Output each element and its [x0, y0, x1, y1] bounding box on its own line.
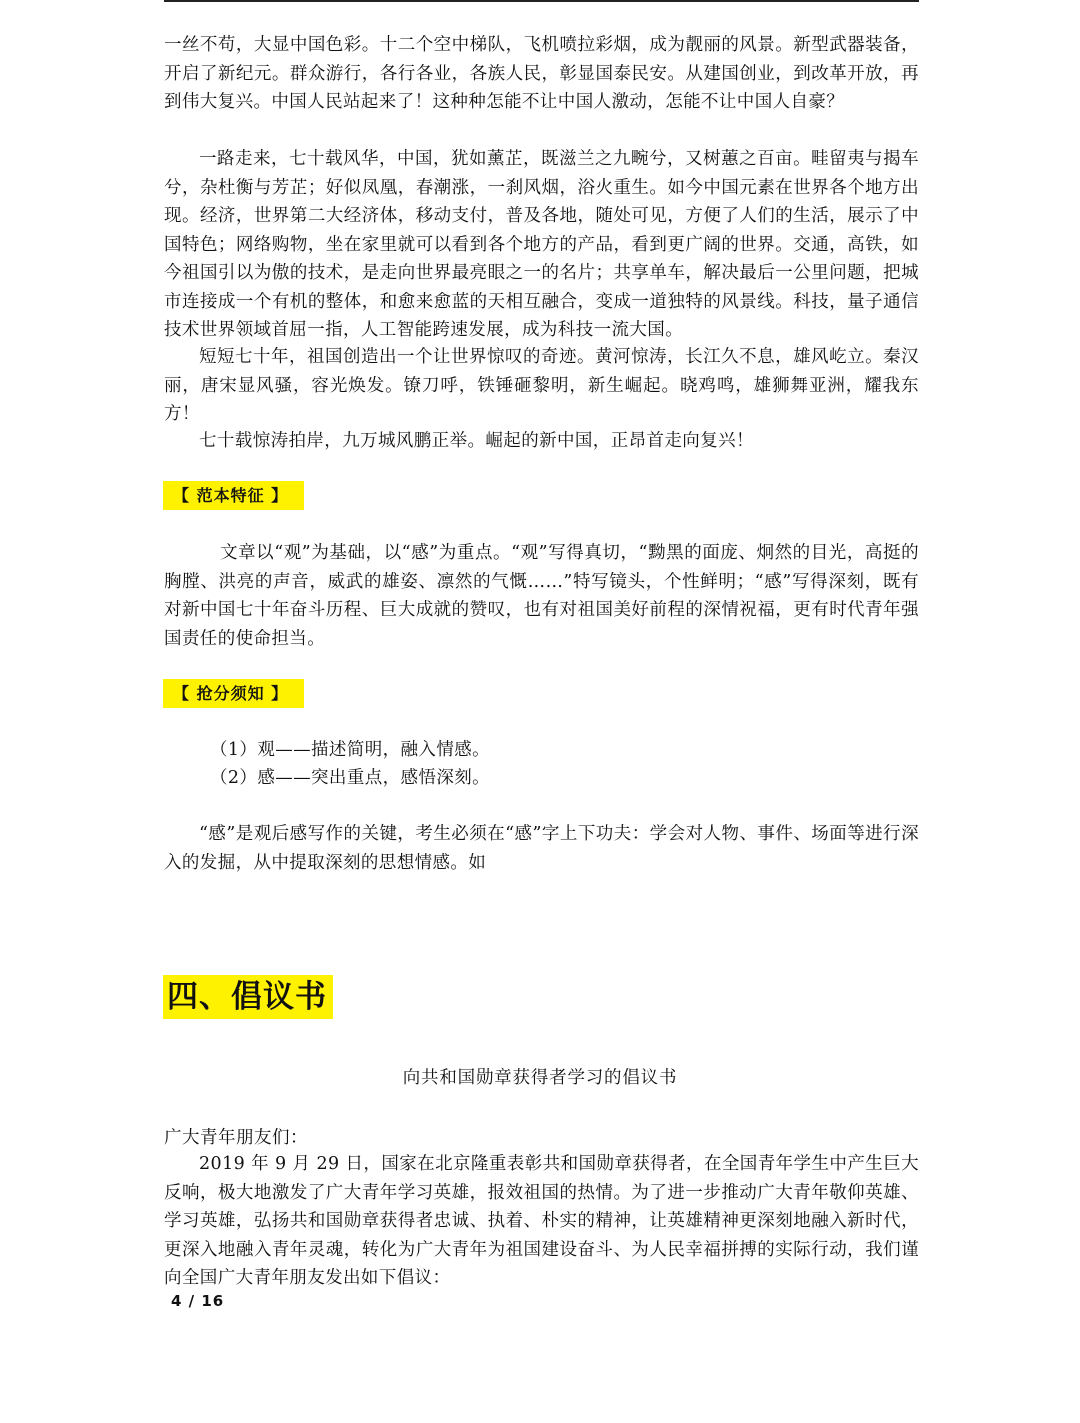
salutation: 广大青年朋友们： [164, 1128, 308, 1148]
document-title: 向共和国勋章获得者学习的倡议书 [402, 1068, 678, 1088]
essay-paragraph-4: 七十载惊涛拍岸，九万城风鹏正举。崛起的新中国，正昂首走向复兴！ [199, 431, 754, 451]
tips-heading: 【 抢分须知 】 [163, 679, 304, 708]
essay-paragraph-3: 短短七十年，祖国创造出一个让世界惊叹的奇迹。黄河惊涛，长江久不息，雄风屹立。秦汉丽，唐宋显风骚，容光焕发。镣刀呼，铁锤砸黎明，新生崛起。晓鸡鸣，雄狮舞亚洲，耀我东方！ [164, 347, 919, 424]
page-number: 4 / 16 [171, 1292, 225, 1310]
tips-note: “感”是观后感写作的关键，考生必须在“感”字上下功夫：学会对人物、事件、场面等进行深入的发掘，从中提取深刻的思想情感。如 [164, 824, 919, 873]
tips-item-1: （1）观——描述简明，融入情感。 [210, 740, 491, 760]
tips-item-2: （2）感——突出重点，感悟深刻。 [210, 768, 491, 788]
essay-paragraph-2: 一路走来，七十载风华，中国，犹如薰芷，既滋兰之九畹兮，又树蕙之百亩。畦留夷与揭车兮，杂杜衡与芳芷；好似凤凰，春潮涨，一刹风烟，浴火重生。如今中国元素在世界各个地方出现。经济，世界第二大经济体，移动支付，普及各地，随处可见，方便了人们的生活，展示了中国特色；网络购物，坐在家里就可以看到各个地方的产品，看到更广阔的世界。交通，高铁，如今祖国引以为傲的技术，是走向世界最亮眼之一的名片；共享单车，解决最后一公里问题，把城市连接成一个有机的整体，和愈来愈蓝的天相互融合，变成一道独特的风景线。科技，量子通信技术世界领域首屈一指，人工智能跨速发展，成为科技一流大国。 [164, 149, 919, 340]
section-title: 四、倡议书 [163, 975, 333, 1019]
features-heading: 【 范本特征 】 [163, 481, 304, 510]
essay-paragraph-1: 一丝不苟，大显中国色彩。十二个空中梯队，飞机喷拉彩烟，成为靓丽的风景。新型武器装备，开启了新纪元。群众游行，各行各业，各族人民，彰显国泰民安。从建国创业，到改革开放，再到伟大复兴。中国人民站起来了！这种种怎能不让中国人激动，怎能不让中国人自豪？ [164, 35, 919, 112]
proposal-paragraph: 2019 年 9 月 29 日，国家在北京隆重表彰共和国勋章获得者，在全国青年学生中产生巨大反响，极大地激发了广大青年学习英雄，报效祖国的热情。为了进一步推动广大青年敬仰英雄、学习英雄，弘扬共和国勋章获得者忠诚、执着、朴实的精神，让英雄精神更深刻地融入新时代，更深入地融入青年灵魂，转化为广大青年为祖国建设奋斗、为人民幸福拼搏的实际行动，我们谨向全国广大青年朋友发出如下倡议： [164, 1154, 919, 1288]
top-rule [164, 0, 919, 2]
features-paragraph: 文章以“观”为基础，以“感”为重点。“观”写得真切，“黝黑的面庞、炯然的目光，高挺的胸膛、洪亮的声音，威武的雄姿、凛然的气慨……”特写镜头，个性鲜明；“感”写得深刻，既有对新中国七十年奋斗历程、巨大成就的赞叹，也有对祖国美好前程的深情祝福，更有时代青年强国责任的使命担当。 [164, 543, 919, 649]
